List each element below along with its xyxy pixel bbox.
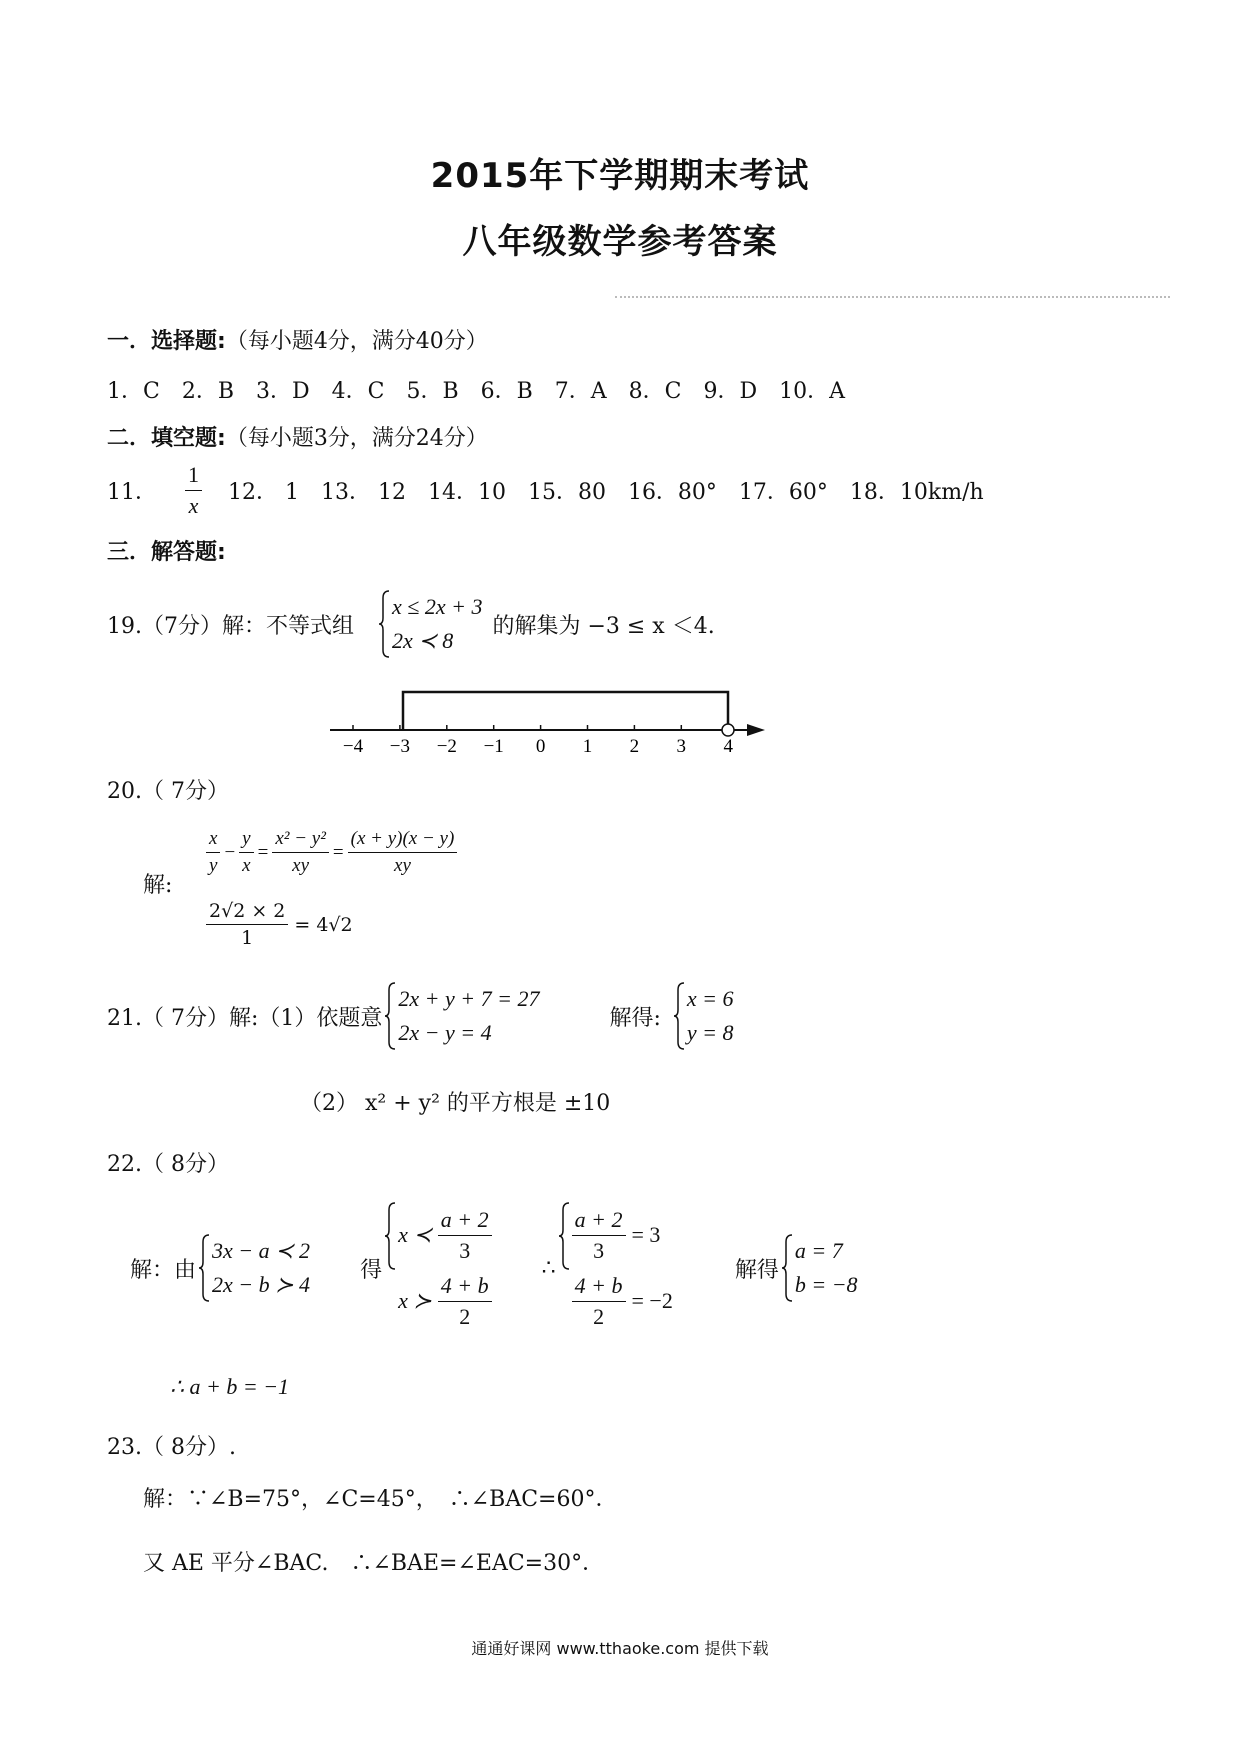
system-row: 2x ≺ 8: [392, 628, 454, 653]
fraction: [272, 828, 329, 877]
tick-label: 1: [582, 736, 593, 755]
q19-suffix: 的解集为 −3 ≤ x ＜4.: [492, 613, 715, 639]
arrow-icon: [747, 724, 765, 736]
brace-icon: [781, 1234, 793, 1302]
denominator: 2: [459, 1303, 471, 1329]
therefore-icon: ∴: [541, 1255, 556, 1281]
system-row: y = 8: [686, 1020, 734, 1045]
numerator: a + 2: [438, 1207, 492, 1236]
tick-label: −2: [436, 736, 457, 755]
denominator: xy: [394, 855, 411, 876]
numerator: 1: [185, 462, 202, 491]
q11-label: 11．: [107, 480, 157, 505]
fraction: [438, 1273, 492, 1330]
system-row: 2x + y + 7 = 27: [398, 986, 540, 1011]
q21-part2: （2） x² + y² 的平方根是 ±10: [300, 1091, 611, 1116]
relation: x ≻: [398, 1288, 432, 1313]
operator: −: [224, 841, 236, 863]
numerator: 4 + b: [572, 1273, 626, 1302]
tick-label: 0: [535, 736, 546, 755]
relation: x ≺: [398, 1222, 432, 1247]
numerator: y: [239, 828, 253, 853]
denominator: 1: [241, 927, 254, 949]
tick-label: 4: [723, 736, 733, 755]
system-row: 2x − y = 4: [398, 1020, 492, 1045]
fraction: [572, 1207, 626, 1264]
fraction: [239, 828, 253, 877]
page-subtitle: 八年级数学参考答案: [462, 222, 778, 262]
denominator: 3: [459, 1237, 471, 1263]
dotted-divider: [615, 296, 1170, 298]
q22-solution: [781, 1234, 858, 1302]
operator: =: [257, 841, 269, 863]
q22-derived: [384, 1202, 492, 1334]
fraction: [206, 900, 288, 949]
q21-solution: [673, 982, 734, 1050]
q22-solve: 解：由: [130, 1257, 197, 1283]
system-row: [572, 1268, 673, 1334]
result: = 4√2: [294, 913, 353, 936]
system-row: 3x − a ≺ 2: [212, 1238, 311, 1263]
section-heading: 一．选择题:: [107, 329, 226, 354]
section-heading: 三．解答题:: [107, 540, 226, 565]
system-row: b = −8: [794, 1272, 858, 1297]
numerator: a + 2: [572, 1207, 626, 1236]
section-note: （每小题4分，满分40分）: [225, 329, 488, 354]
denominator: y: [209, 855, 218, 876]
q22-get: 得: [360, 1257, 383, 1283]
fraction: [438, 1207, 492, 1264]
system-row: a = 7: [794, 1238, 843, 1263]
q20-eq1: [206, 828, 457, 877]
section-fill: [107, 421, 488, 452]
system-row: x ≤ 2x + 3: [392, 594, 483, 619]
tick-label: −3: [389, 736, 411, 755]
q21-prefix: 21.（ 7分）解:（1）依题意: [107, 1005, 383, 1031]
section-choice: [107, 324, 488, 355]
q23-label: 23.（ 8分）.: [107, 1435, 236, 1460]
open-endpoint-icon: [722, 724, 734, 736]
tick-label: 2: [629, 736, 640, 755]
tick-label: −1: [483, 736, 504, 755]
choice-answers: 1．C 2．B 3．D 4．C 5．B 6．B 7．A 8．C 9．D 10．A: [107, 379, 846, 404]
q20-eq2: [206, 900, 353, 949]
number-line: [320, 680, 770, 755]
q19-system: [378, 590, 482, 658]
brace-icon: [198, 1234, 210, 1302]
numerator: (x + y)(x − y): [348, 828, 458, 853]
denominator: x: [188, 493, 199, 518]
section-solve: [107, 535, 226, 566]
q22-solved: 解得: [734, 1257, 779, 1283]
q23-line2: 又 AE 平分∠BAC. ∴∠BAE=∠EAC=30°．: [143, 1551, 605, 1576]
q22-conclusion: ∴ a + b = −1: [170, 1374, 290, 1399]
tick-label: 3: [676, 736, 687, 755]
fraction: [572, 1273, 626, 1330]
q22-equations: [558, 1202, 673, 1334]
numerator: x² − y²: [272, 828, 329, 853]
fill-rest: 12． 1 13． 12 14．10 15．80 16．80° 17．60° 18．10km/h: [228, 480, 984, 505]
denominator: 2: [593, 1303, 605, 1329]
q22-label: 22.（ 8分）: [107, 1152, 229, 1177]
brace-icon: [558, 1202, 570, 1270]
section-note: （每小题3分，满分24分）: [225, 426, 488, 451]
q23-line1: 解：∵∠B=75°，∠C=45°， ∴∠BAC=60°．: [143, 1487, 618, 1512]
brace-icon: [673, 982, 685, 1050]
result: = 3: [631, 1222, 661, 1247]
system-row: [572, 1202, 673, 1268]
page-title: 2015年下学期期末考试: [430, 156, 810, 196]
numerator: 2√2 × 2: [206, 900, 288, 925]
q20-solve: 解:: [143, 873, 173, 898]
q22-body: [130, 1198, 858, 1338]
q21-system: [384, 982, 539, 1050]
system-row: 2x − b ≻ 4: [212, 1272, 311, 1297]
brace-icon: [378, 590, 390, 658]
system-row: [398, 1268, 492, 1334]
numerator: 4 + b: [438, 1273, 492, 1302]
q21: [107, 982, 734, 1050]
brace-icon: [384, 1202, 396, 1270]
result: = −2: [631, 1288, 673, 1313]
brace-icon: [384, 982, 396, 1050]
tick-label: −4: [342, 736, 364, 755]
fraction: [206, 828, 220, 877]
q11-fraction: [185, 462, 202, 519]
q22-system: [198, 1234, 310, 1302]
system-row: [398, 1202, 492, 1268]
denominator: xy: [292, 855, 310, 876]
fill-answers: [107, 462, 984, 519]
section-heading: 二．填空题:: [107, 426, 226, 451]
fraction: [348, 828, 458, 877]
q21-solved: 解得:: [609, 1005, 661, 1031]
q19: [107, 590, 715, 658]
q20-label: 20.（ 7分）: [107, 779, 229, 804]
operator: =: [332, 841, 344, 863]
system-row: x = 6: [686, 986, 734, 1011]
denominator: 3: [593, 1237, 605, 1263]
denominator: x: [242, 855, 251, 876]
solution-bracket: [403, 692, 728, 730]
footer-text: 通通好课网 www.tthaoke.com 提供下载: [471, 1639, 769, 1658]
q19-prefix: 19.（7分）解：不等式组: [107, 613, 354, 639]
numerator: x: [206, 828, 220, 853]
